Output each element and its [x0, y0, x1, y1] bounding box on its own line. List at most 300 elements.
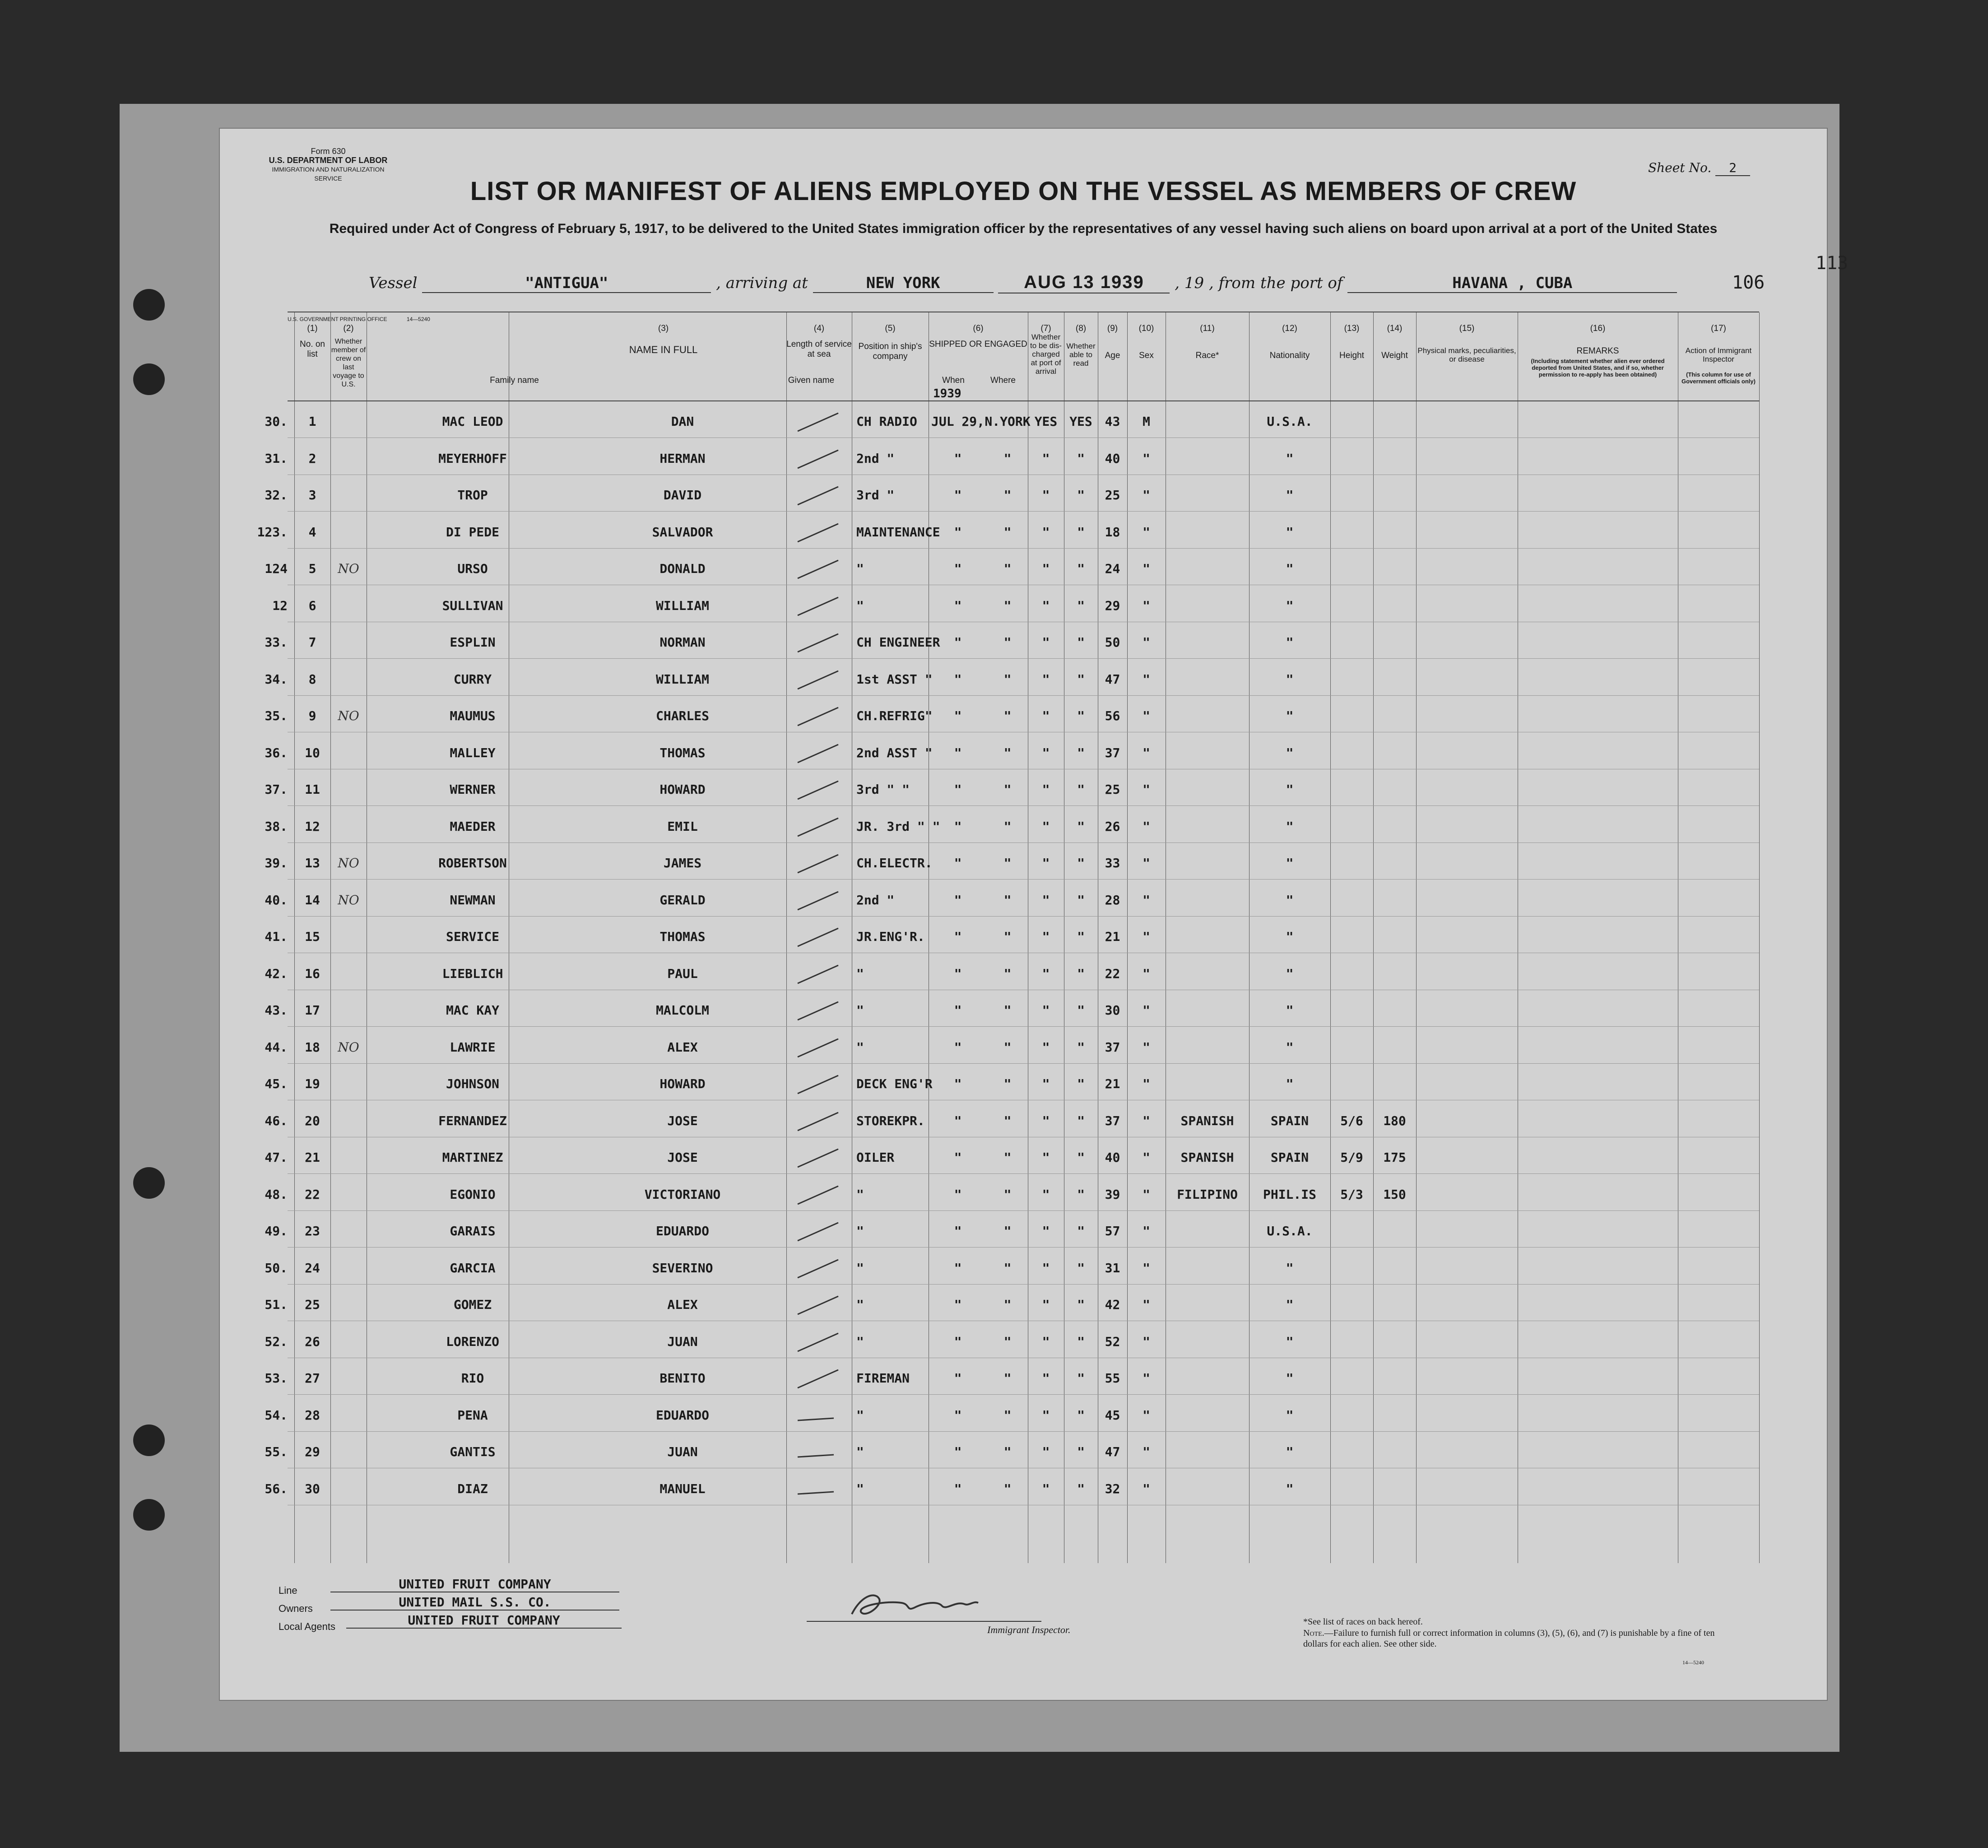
- cell-sex: ": [1143, 561, 1150, 576]
- cell-given: VICTORIANO: [644, 1187, 721, 1202]
- cell-family: MAC KAY: [446, 1003, 499, 1018]
- cell-sex: ": [1143, 1039, 1150, 1055]
- service-check-mark: [793, 850, 847, 877]
- cell-ref: 38.: [265, 819, 288, 834]
- row-rule: [288, 1247, 1759, 1248]
- service-check-mark: [793, 997, 847, 1024]
- cell-sex: ": [1143, 1297, 1150, 1312]
- cell-disch: ": [1042, 635, 1050, 650]
- cell-read: ": [1077, 488, 1085, 503]
- col-shipped-where: Where: [990, 376, 1016, 385]
- cell-ref: 52.: [265, 1334, 288, 1349]
- cell-when: ": [954, 1003, 962, 1018]
- cell-when: ": [954, 1113, 962, 1128]
- cell-no: 27: [305, 1371, 320, 1386]
- cell-position: ": [856, 1187, 864, 1202]
- cell-race: SPANISH: [1180, 1150, 1234, 1165]
- cell-disch: ": [1042, 1297, 1050, 1312]
- binder-hole: [133, 1167, 165, 1199]
- cell-position: CH.ELECTR.: [856, 856, 933, 870]
- cell-sex: ": [1143, 1224, 1150, 1238]
- cell-read: ": [1077, 856, 1085, 870]
- cell-nat: ": [1286, 1297, 1294, 1312]
- from-port: HAVANA , CUBA: [1347, 274, 1677, 293]
- cell-nat: ": [1286, 1003, 1294, 1018]
- cell-no: 25: [305, 1297, 320, 1312]
- cell-when: ": [954, 1444, 962, 1459]
- cell-nat: ": [1286, 524, 1294, 540]
- cell-position: 1st ASST ": [856, 671, 933, 687]
- cell-age: 39: [1105, 1187, 1120, 1202]
- cell-given: CHARLES: [655, 708, 709, 723]
- cell-given: HERMAN: [660, 451, 706, 466]
- cell-ref: 55.: [265, 1444, 288, 1459]
- row-rule: [288, 1063, 1759, 1064]
- cell-nat: U.S.A.: [1267, 414, 1313, 429]
- cell-height: 5/9: [1340, 1150, 1363, 1165]
- cell-age: 47: [1105, 671, 1120, 687]
- service-check-mark: [793, 1292, 847, 1319]
- cell-where: ": [1003, 1113, 1012, 1128]
- service-check-mark: [793, 777, 847, 804]
- form-department: U.S. DEPARTMENT OF LABOR: [269, 156, 388, 165]
- col-position: Position in ship's company: [858, 342, 922, 361]
- cell-ref: 49.: [265, 1224, 288, 1238]
- cell-where: ": [1003, 1481, 1012, 1496]
- cell-where: ": [1003, 745, 1012, 760]
- cell-read: ": [1077, 966, 1085, 981]
- page-number: 106: [1732, 272, 1765, 293]
- vessel-label: Vessel: [369, 274, 418, 292]
- cell-family: TROP: [457, 488, 488, 503]
- cell-disch: ": [1042, 1371, 1050, 1386]
- cell-nat: ": [1286, 929, 1294, 944]
- cell-family: RIO: [461, 1371, 484, 1386]
- cell-read: ": [1077, 1150, 1085, 1165]
- cell-age: 47: [1105, 1444, 1120, 1459]
- cell-no: 5: [308, 561, 316, 576]
- cell-where: ": [1003, 708, 1012, 723]
- agents-label: Local Agents: [279, 1621, 335, 1632]
- col9-number: (9): [1107, 324, 1118, 333]
- cell-ref: 123.: [257, 524, 288, 540]
- cell-ref: 33.: [265, 635, 288, 650]
- cell-read: ": [1077, 1003, 1085, 1018]
- cell-nat: ": [1286, 1334, 1294, 1349]
- cell-ref: 32.: [265, 488, 288, 503]
- cell-disch: ": [1042, 671, 1050, 687]
- cell-disch: ": [1042, 1224, 1050, 1238]
- cell-when: ": [954, 819, 962, 834]
- page-subtitle: Required under Act of Congress of February 5, 1917, to be delivered to the United States immigration officer by the representatives of any vessel having such aliens on board upon arrival at a port of the United States: [329, 221, 1718, 236]
- line-value: UNITED FRUIT COMPANY: [330, 1577, 619, 1592]
- col-able-to-read: Whether able to read: [1066, 342, 1096, 368]
- from-label: , from the port of: [1208, 274, 1343, 292]
- cell-no: 14: [305, 892, 320, 908]
- cell-ref: 36.: [265, 745, 288, 760]
- cell-sex: ": [1143, 524, 1150, 540]
- cell-when: ": [954, 966, 962, 981]
- cell-read: ": [1077, 451, 1085, 466]
- col-remarks-note: (Including statement whether alien ever ordered deported from United States, and if so, whether permission to re-apply has been obtained): [1531, 358, 1665, 378]
- cell-given: SALVADOR: [652, 524, 713, 540]
- col13-number: (13): [1344, 324, 1360, 333]
- cell-ref: 54.: [265, 1407, 288, 1423]
- cell-nat: SPAIN: [1270, 1113, 1309, 1128]
- cell-disch: ": [1042, 1039, 1050, 1055]
- col14-number: (14): [1387, 324, 1403, 333]
- cell-height: 5/6: [1340, 1113, 1363, 1128]
- cell-where: ": [1003, 451, 1012, 466]
- col11-number: (11): [1200, 324, 1215, 333]
- cell-disch: ": [1042, 856, 1050, 870]
- cell-nat: PHIL.IS: [1263, 1187, 1316, 1202]
- cell-read: ": [1077, 819, 1085, 834]
- cell-disch: ": [1042, 1407, 1050, 1423]
- owners-value: UNITED MAIL S.S. CO.: [330, 1595, 619, 1611]
- cell-given: MANUEL: [660, 1481, 706, 1496]
- cell-no: 1: [308, 414, 316, 429]
- cell-sex: ": [1143, 782, 1150, 797]
- cell-age: 45: [1105, 1407, 1120, 1423]
- cell-position: ": [856, 1297, 864, 1312]
- cell-read: ": [1077, 1113, 1085, 1128]
- row-rule: [288, 1026, 1759, 1027]
- cell-nat: ": [1286, 561, 1294, 576]
- cell-disch: ": [1042, 819, 1050, 834]
- sheet-number-value: 2: [1715, 160, 1750, 176]
- cell-sex: ": [1143, 1187, 1150, 1202]
- cell-no: 10: [305, 745, 320, 760]
- cell-where: ": [1003, 929, 1012, 944]
- cell-ref: 45.: [265, 1076, 288, 1091]
- cell-weight: 175: [1383, 1150, 1406, 1165]
- cell-given: EMIL: [667, 819, 698, 834]
- form-number: Form 630: [311, 147, 346, 156]
- col-nationality: Nationality: [1269, 351, 1310, 360]
- cell-no: 7: [308, 635, 316, 650]
- cell-weight: 180: [1383, 1113, 1406, 1128]
- cell-where: ": [1003, 635, 1012, 650]
- col10-number: (10): [1138, 324, 1154, 333]
- cell-given: JAMES: [663, 856, 702, 870]
- row-rule: [288, 1394, 1759, 1395]
- col17-number: (17): [1711, 324, 1726, 333]
- cell-age: 28: [1105, 892, 1120, 908]
- cell-where: ": [1003, 1003, 1012, 1018]
- cell-prev: NO: [338, 1039, 359, 1055]
- row-rule: [288, 511, 1759, 512]
- cell-position: ": [856, 561, 864, 576]
- cell-disch: ": [1042, 1187, 1050, 1202]
- cell-nat: ": [1286, 1260, 1294, 1275]
- col-weight: Weight: [1381, 351, 1408, 360]
- row-rule: [288, 916, 1759, 917]
- cell-prev: NO: [338, 561, 359, 576]
- service-check-mark: [793, 1365, 847, 1392]
- cell-family: PENA: [457, 1407, 488, 1423]
- col3-number: (3): [658, 324, 669, 333]
- cell-disch: ": [1042, 561, 1050, 576]
- service-check-mark: [793, 446, 847, 473]
- cell-disch: ": [1042, 708, 1050, 723]
- cell-where: ": [1003, 1334, 1012, 1349]
- cell-where: ": [1003, 1297, 1012, 1312]
- cell-read: ": [1077, 671, 1085, 687]
- cell-family: EGONIO: [450, 1187, 496, 1202]
- cell-where: ": [1003, 892, 1012, 908]
- cell-disch: ": [1042, 929, 1050, 944]
- service-check-mark: [793, 924, 847, 951]
- binder-hole: [133, 289, 165, 321]
- service-check-mark: [793, 629, 847, 656]
- cell-given: EDUARDO: [655, 1224, 709, 1238]
- cell-disch: ": [1042, 1334, 1050, 1349]
- page-title: LIST OR MANIFEST OF ALIENS EMPLOYED ON THE VESSEL AS MEMBERS OF CREW: [470, 177, 1577, 206]
- col-given-name: Given name: [788, 376, 835, 385]
- inspector-signature: [834, 1587, 1032, 1623]
- cell-age: 55: [1105, 1371, 1120, 1386]
- cell-given: THOMAS: [660, 929, 706, 944]
- cell-where: ": [1003, 1444, 1012, 1459]
- cell-when: ": [954, 1407, 962, 1423]
- cell-given: THOMAS: [660, 745, 706, 760]
- col-age: Age: [1105, 351, 1120, 360]
- cell-disch: ": [1042, 1444, 1050, 1459]
- cell-read: ": [1077, 745, 1085, 760]
- col12-number: (12): [1282, 324, 1297, 333]
- cell-when: ": [954, 929, 962, 944]
- cell-position: FIREMAN: [856, 1371, 910, 1386]
- cell-position: ": [856, 1334, 864, 1349]
- cell-position: MAINTENANCE: [856, 524, 940, 540]
- cell-ref: 12: [272, 598, 288, 613]
- cell-ref: 39.: [265, 856, 288, 870]
- cell-nat: ": [1286, 1039, 1294, 1055]
- cell-read: ": [1077, 1297, 1085, 1312]
- cell-given: JOSE: [667, 1113, 698, 1128]
- cell-sex: ": [1143, 1113, 1150, 1128]
- cell-disch: ": [1042, 1003, 1050, 1018]
- cell-age: 25: [1105, 488, 1120, 503]
- cell-family: FERNANDEZ: [438, 1113, 507, 1128]
- cell-sex: ": [1143, 1334, 1150, 1349]
- cell-age: 30: [1105, 1003, 1120, 1018]
- cell-family: DI PEDE: [446, 524, 499, 540]
- cell-nat: ": [1286, 451, 1294, 466]
- cell-age: 33: [1105, 856, 1120, 870]
- cell-given: DONALD: [660, 561, 706, 576]
- cell-given: GERALD: [660, 892, 706, 908]
- cell-nat: ": [1286, 1076, 1294, 1091]
- cell-sex: ": [1143, 671, 1150, 687]
- binder-hole: [133, 1499, 165, 1531]
- cell-nat: ": [1286, 1407, 1294, 1423]
- cell-age: 29: [1105, 598, 1120, 613]
- vessel-line: [369, 272, 1723, 293]
- agents-value: UNITED FRUIT COMPANY: [346, 1613, 622, 1629]
- binder-hole: [133, 363, 165, 395]
- cell-no: 15: [305, 929, 320, 944]
- cell-no: 24: [305, 1260, 320, 1275]
- cell-read: ": [1077, 892, 1085, 908]
- cell-disch: ": [1042, 782, 1050, 797]
- penalty-note-text: —Failure to furnish full or correct information in columns (3), (5), (6), and (7) is punishable by a fine of ten dollars for each alien. See other side.: [1303, 1628, 1715, 1649]
- col-previous-voyage: Whether member of crew on last voyage to U.S.: [331, 338, 366, 388]
- cell-family: GARAIS: [450, 1224, 496, 1238]
- cell-when: ": [954, 708, 962, 723]
- cell-when: ": [954, 782, 962, 797]
- cell-position: CH ENGINEER: [856, 635, 940, 650]
- cell-ref: 53.: [265, 1371, 288, 1386]
- cell-nat: ": [1286, 782, 1294, 797]
- col6-number: (6): [973, 324, 984, 333]
- cell-disch: ": [1042, 598, 1050, 613]
- cell-position: 3rd " ": [856, 782, 910, 797]
- binder-hole: [133, 1424, 165, 1456]
- cell-when: ": [954, 856, 962, 870]
- cell-race: FILIPINO: [1177, 1187, 1238, 1202]
- cell-given: HOWARD: [660, 782, 706, 797]
- cell-no: 20: [305, 1113, 320, 1128]
- cell-sex: ": [1143, 856, 1150, 870]
- cell-family: GOMEZ: [453, 1297, 492, 1312]
- cell-age: 42: [1105, 1297, 1120, 1312]
- cell-given: PAUL: [667, 966, 698, 981]
- service-check-mark: [793, 814, 847, 841]
- cell-when: ": [954, 451, 962, 466]
- cell-disch: ": [1042, 1260, 1050, 1275]
- cell-no: 2: [308, 451, 316, 466]
- cell-when: ": [954, 524, 962, 540]
- cell-given: MALCOLM: [655, 1003, 709, 1018]
- cell-no: 19: [305, 1076, 320, 1091]
- cell-nat: ": [1286, 488, 1294, 503]
- col-length-of-service: Length of service at sea: [786, 340, 852, 359]
- cell-sex: ": [1143, 745, 1150, 760]
- cell-where: ": [1003, 561, 1012, 576]
- cell-where: ": [1003, 966, 1012, 981]
- service-check-mark: [793, 1329, 847, 1356]
- inspector-signature-line: [807, 1621, 1041, 1622]
- cell-position: ": [856, 1444, 864, 1459]
- cell-nat: ": [1286, 708, 1294, 723]
- cell-sex: ": [1143, 1003, 1150, 1018]
- cell-when: ": [954, 1371, 962, 1386]
- col-inspector-action: Action of Immigrant Inspector: [1685, 346, 1752, 363]
- service-check-mark: [793, 1071, 847, 1098]
- cell-read: ": [1077, 1481, 1085, 1496]
- service-check-mark: [793, 666, 847, 694]
- cell-when: ": [954, 671, 962, 687]
- cell-when: ": [954, 1076, 962, 1091]
- cell-position: ": [856, 1260, 864, 1275]
- cell-age: 24: [1105, 561, 1120, 576]
- cell-read: ": [1077, 1407, 1085, 1423]
- cell-where: ": [1003, 598, 1012, 613]
- service-check-mark: [793, 1034, 847, 1061]
- vessel-name: "ANTIGUA": [422, 274, 711, 293]
- cell-nat: ": [1286, 819, 1294, 834]
- footer-form-code: 14—5240: [1682, 1659, 1704, 1666]
- cell-no: 23: [305, 1224, 320, 1238]
- cell-age: 21: [1105, 929, 1120, 944]
- cell-ref: 48.: [265, 1187, 288, 1202]
- cell-read: ": [1077, 1076, 1085, 1091]
- col8-number: (8): [1075, 324, 1087, 333]
- cell-family: MEYERHOFF: [438, 451, 507, 466]
- cell-nat: ": [1286, 1444, 1294, 1459]
- cell-where: ": [1003, 1150, 1012, 1165]
- arriving-port: NEW YORK: [813, 274, 994, 293]
- cell-position: CH.REFRIG": [856, 708, 933, 723]
- cell-disch: ": [1042, 966, 1050, 981]
- cell-age: 25: [1105, 782, 1120, 797]
- cell-ref: 56.: [265, 1481, 288, 1496]
- cell-nat: SPAIN: [1270, 1150, 1309, 1165]
- form-service: IMMIGRATION AND NATURALIZATION SERVICE: [272, 166, 385, 182]
- cell-nat: ": [1286, 1481, 1294, 1496]
- cell-nat: ": [1286, 671, 1294, 687]
- col16-number: (16): [1590, 324, 1606, 333]
- cell-sex: ": [1143, 635, 1150, 650]
- cell-no: 18: [305, 1039, 320, 1055]
- service-check-mark: [793, 593, 847, 620]
- cell-family: MAEDER: [450, 819, 496, 834]
- cell-given: DAVID: [663, 488, 702, 503]
- cell-ref: 51.: [265, 1297, 288, 1312]
- cell-where: ": [1003, 524, 1012, 540]
- col4-number: (4): [813, 324, 825, 333]
- cell-family: SULLIVAN: [442, 598, 503, 613]
- cell-family: WERNER: [450, 782, 496, 797]
- cell-family: GANTIS: [450, 1444, 496, 1459]
- cell-when: ": [954, 1039, 962, 1055]
- cell-where: ": [1003, 1039, 1012, 1055]
- cell-no: 22: [305, 1187, 320, 1202]
- cell-when: ": [954, 1260, 962, 1275]
- cell-read: ": [1077, 598, 1085, 613]
- cell-age: 52: [1105, 1334, 1120, 1349]
- cell-sex: ": [1143, 929, 1150, 944]
- cell-nat: ": [1286, 635, 1294, 650]
- cell-family: MARTINEZ: [442, 1150, 503, 1165]
- cell-age: 50: [1105, 635, 1120, 650]
- cell-sex: ": [1143, 1371, 1150, 1386]
- cell-read: ": [1077, 1371, 1085, 1386]
- col-physical-marks: Physical marks, peculiarities, or disease: [1417, 346, 1516, 363]
- cell-when: ": [954, 1297, 962, 1312]
- cell-position: ": [856, 1039, 864, 1055]
- cell-no: 17: [305, 1003, 320, 1018]
- service-check-mark: [793, 1218, 847, 1245]
- cell-family: MAC LEOD: [442, 414, 503, 429]
- cell-position: 2nd ": [856, 451, 895, 466]
- cell-read: ": [1077, 1187, 1085, 1202]
- cell-when: ": [954, 1224, 962, 1238]
- col-remarks: REMARKS: [1576, 346, 1619, 356]
- cell-given: ALEX: [667, 1039, 698, 1055]
- cell-read: ": [1077, 561, 1085, 576]
- cell-family: MALLEY: [450, 745, 496, 760]
- col5-number: (5): [885, 324, 896, 333]
- col-sex: Sex: [1139, 351, 1154, 360]
- row-rule: [288, 658, 1759, 659]
- cell-ref: 124: [265, 561, 288, 576]
- cell-read: ": [1077, 782, 1085, 797]
- cell-disch: YES: [1034, 414, 1058, 429]
- cell-sex: M: [1143, 414, 1150, 429]
